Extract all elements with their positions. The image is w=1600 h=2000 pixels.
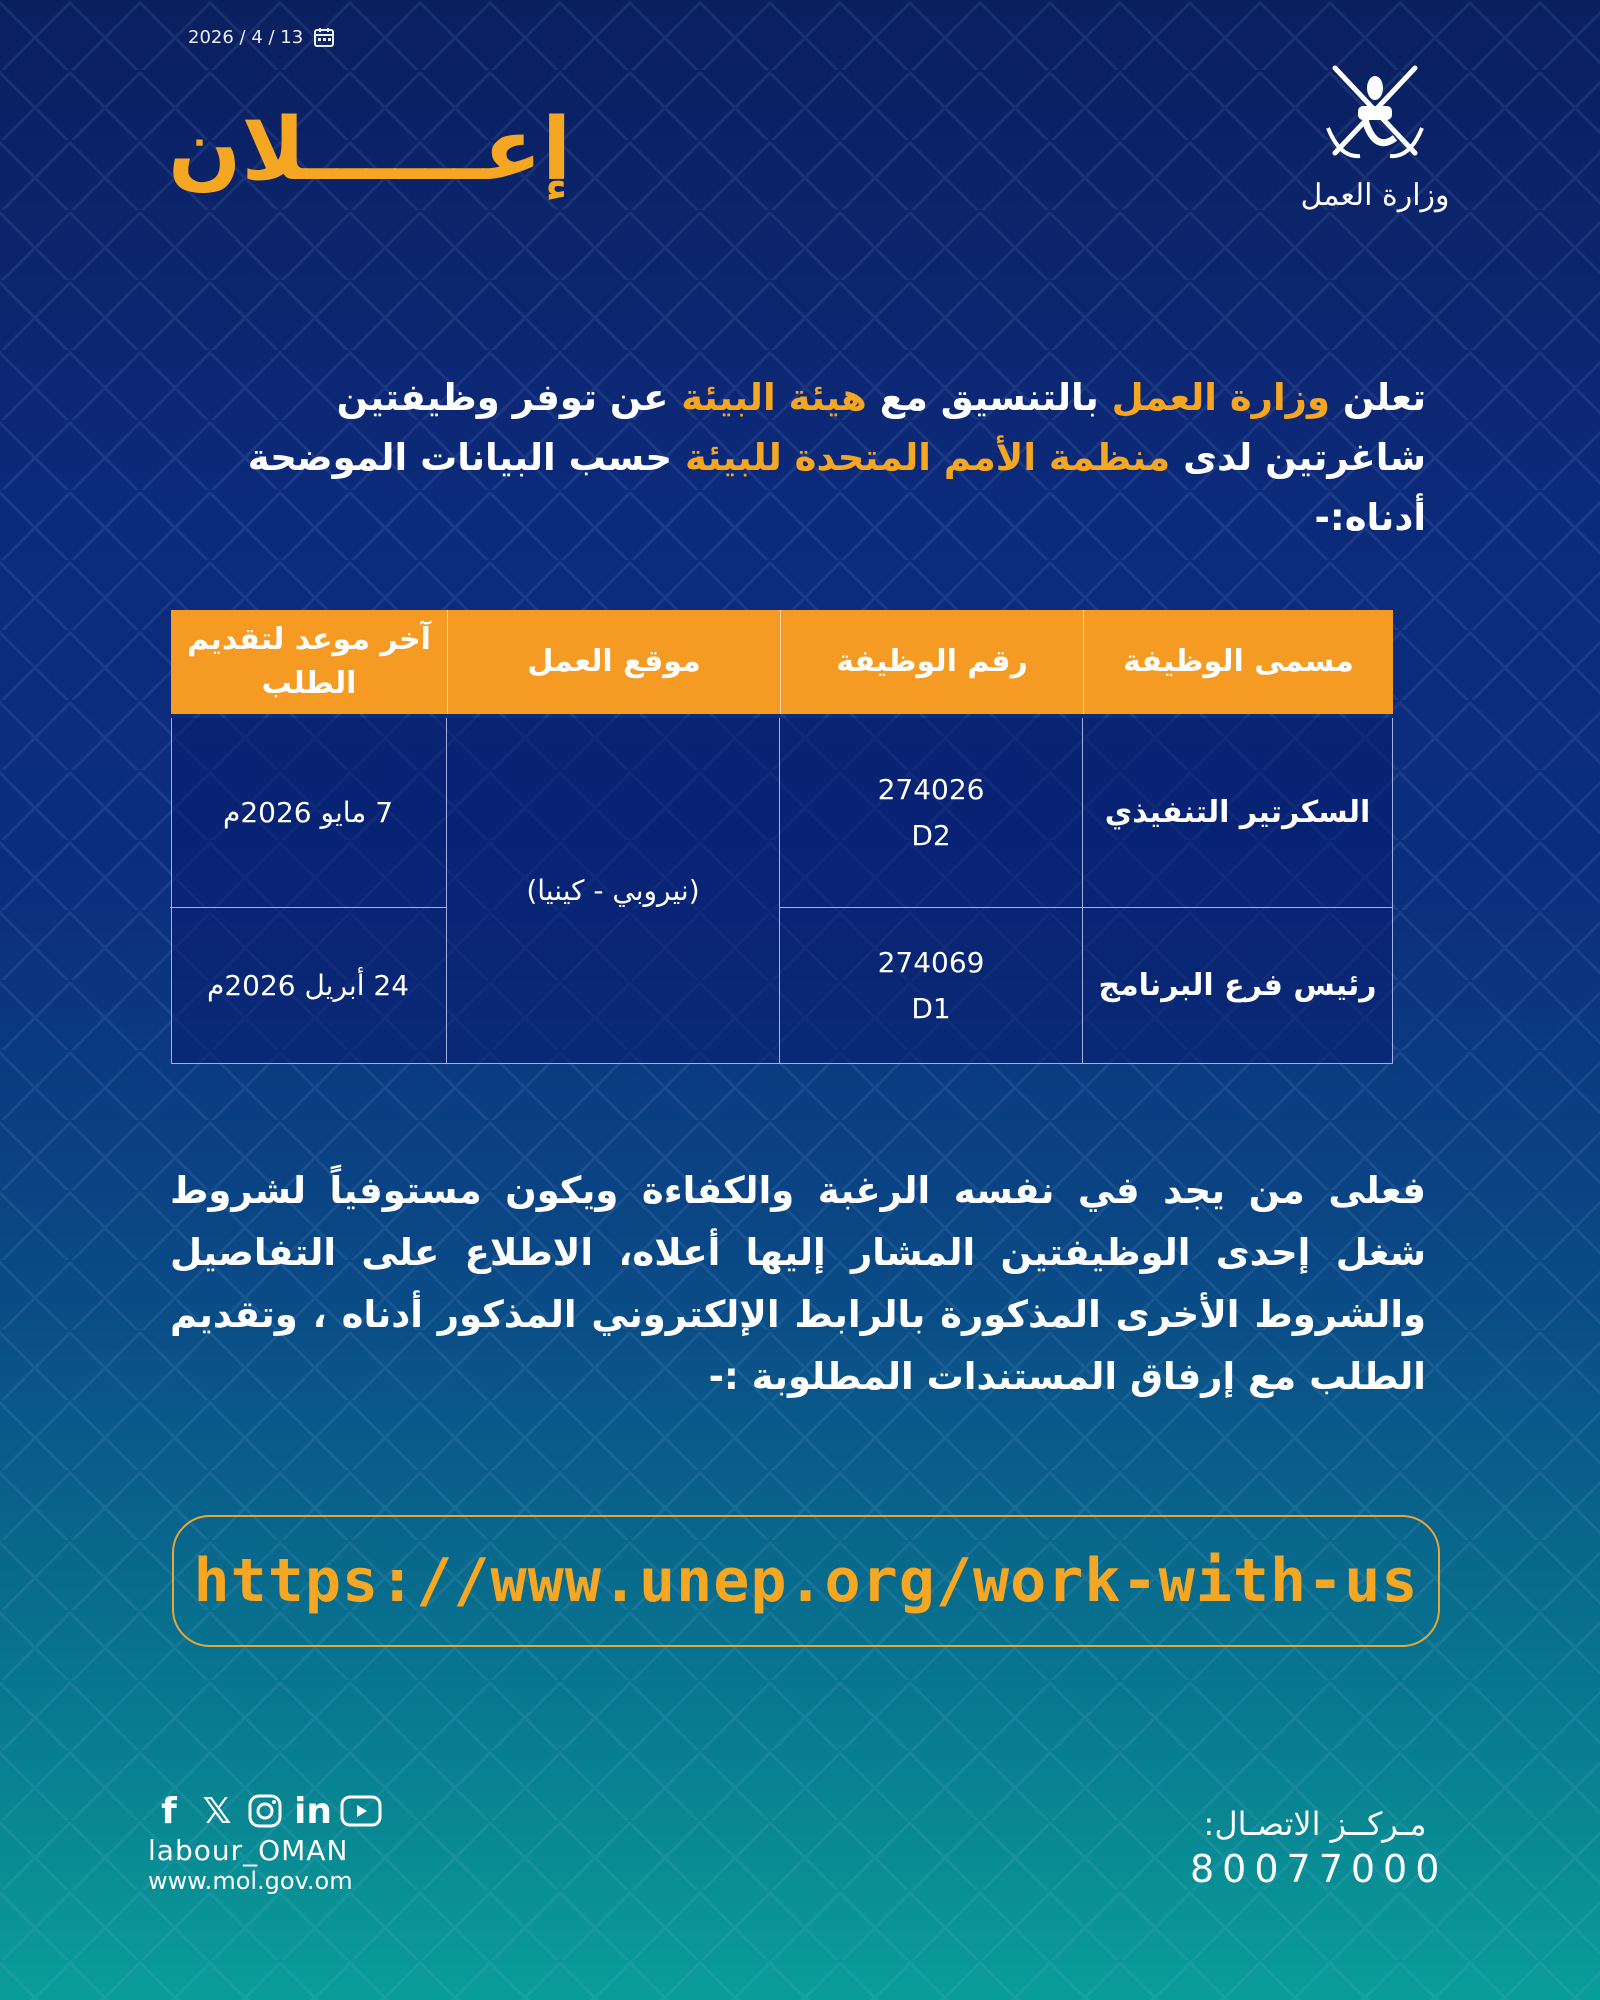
youtube-icon[interactable] (340, 1790, 382, 1832)
header-deadline: آخر موعد لتقديم الطلب (187, 622, 431, 701)
job-grade: D2 (911, 818, 951, 852)
ministry-name: وزارة العمل (1300, 178, 1450, 213)
table-header-row (171, 610, 1393, 714)
table-cell-location: (نيروبي - كينيا) (446, 718, 779, 1063)
table-cell-number (779, 718, 1082, 908)
contact-center (1190, 1805, 1448, 1891)
linkedin-icon[interactable]: in (294, 1790, 332, 1832)
job-number: 274069 (877, 945, 985, 979)
intro-org-unep: منظمة الأمم المتحدة للبيئة (684, 436, 1171, 479)
social-handle: labour_OMAN (148, 1834, 349, 1867)
intro-part2: بالتنسيق مع (866, 376, 1112, 419)
intro-part3: عن توفر وظيفتين شاغرتين لدى (336, 376, 1426, 479)
instructions-paragraph: فعلى من يجد في نفسه الرغبة والكفاءة ويكون مستوفياً لشروط شغل إحدى الوظيفتين المشار إليها أعلاه، الاطلاع على التفاصيل والشروط الأخرى المذكورة بالرابط الإلكتروني المذكور أدناه ، وتقديم الطلب مع إرفاق المستندات المطلوبة :- (170, 1169, 1426, 1398)
date-stamp (188, 26, 335, 48)
table-cell-title: رئيس فرع البرنامج (1082, 908, 1392, 1063)
page-title: إعــــــلان (168, 100, 572, 200)
header-job-number: رقم الوظيفة (780, 610, 1083, 714)
table-body (171, 718, 1393, 1064)
table-cell-number (779, 908, 1082, 1063)
header-job-title: مسمى الوظيفة (1083, 610, 1393, 714)
jobs-table (171, 610, 1393, 1064)
job-grade: D1 (911, 991, 951, 1025)
intro-part1: تعلن (1329, 376, 1426, 419)
intro-org-environment-authority: هيئة البيئة (681, 376, 867, 419)
facebook-icon[interactable]: f (161, 1790, 177, 1832)
contact-number[interactable]: 80077000 (1190, 1847, 1448, 1891)
x-icon[interactable]: 𝕏 (202, 1790, 232, 1832)
table-cell-deadline: 7 مايو 2026م (170, 718, 446, 908)
khanjar-emblem-icon (1320, 58, 1430, 168)
intro-paragraph (170, 368, 1426, 548)
social-block (148, 1790, 388, 1895)
application-link[interactable]: https://www.unep.org/work-with-us (172, 1515, 1440, 1647)
ministry-logo (1300, 58, 1450, 213)
intro-part4: حسب البيانات الموضحة أدناه:- (247, 436, 1426, 539)
job-number: 274026 (877, 772, 985, 806)
contact-label: مـركــز الاتصـال: (1203, 1805, 1427, 1843)
social-icons (148, 1790, 388, 1832)
instagram-icon[interactable] (244, 1790, 286, 1832)
header-location: موقع العمل (447, 610, 780, 714)
table-cell-title: السكرتير التنفيذي (1082, 718, 1392, 908)
table-cell-deadline: 24 أبريل 2026م (206, 968, 410, 1002)
intro-org-ministry: وزارة العمل (1111, 376, 1330, 419)
date-text: 2026 / 4 / 13 (188, 26, 304, 48)
calendar-icon (313, 26, 335, 48)
website-link[interactable]: www.mol.gov.om (148, 1867, 353, 1895)
